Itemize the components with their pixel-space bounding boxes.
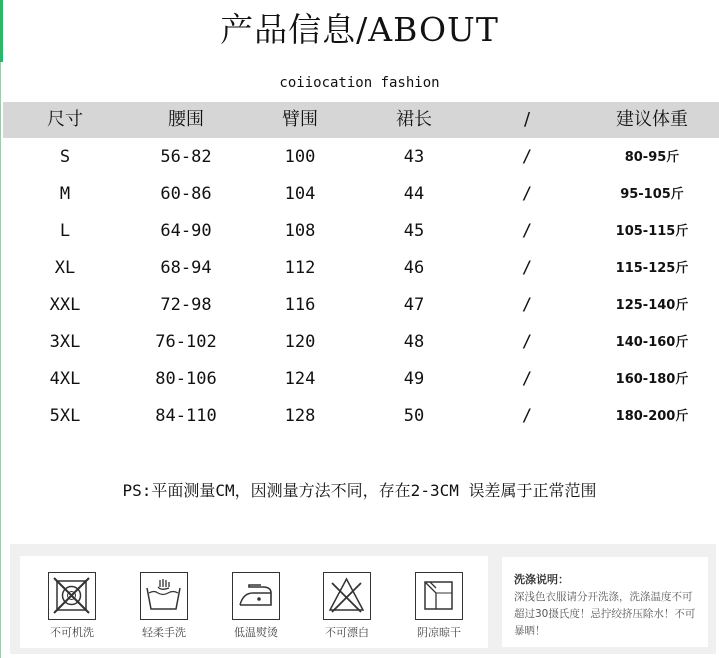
table-cell-length: 43 xyxy=(403,147,425,167)
table-cell-waist: 84-110 xyxy=(155,406,217,426)
table-cell-size: S xyxy=(59,147,71,167)
table-cell-arm: 104 xyxy=(284,184,316,204)
care-label: 不可漂白 xyxy=(325,626,369,639)
care-label: 不可机洗 xyxy=(50,626,94,639)
shade-dry-icon xyxy=(415,572,463,620)
care-item-no-machine-wash xyxy=(42,572,102,640)
care-instructions-body: 深浅色衣服请分开洗涤，洗涤温度不可超过30摄氏度！忌拧绞挤压除水！不可暴晒！ xyxy=(514,591,696,637)
table-cell-length: 46 xyxy=(403,258,425,278)
table-cell-arm: 100 xyxy=(284,147,316,167)
table-cell-waist: 60-86 xyxy=(160,184,212,204)
table-cell-weight: 95-105斤 xyxy=(620,187,684,202)
table-cell-size: L xyxy=(59,221,71,241)
table-cell-slash: / xyxy=(521,258,533,278)
care-item-shade-dry xyxy=(409,572,469,640)
table-cell-arm: 112 xyxy=(284,258,316,278)
care-instructions-title: 洗涤说明： xyxy=(514,573,569,586)
care-label: 轻柔手洗 xyxy=(142,626,186,639)
table-cell-length: 45 xyxy=(403,221,425,241)
care-item-hand-wash xyxy=(134,572,194,640)
table-cell-size: 4XL xyxy=(49,369,81,389)
table-cell-slash: / xyxy=(521,147,533,167)
table-cell-arm: 116 xyxy=(284,295,316,315)
table-cell-waist: 56-82 xyxy=(160,147,212,167)
header-length: 裙长 xyxy=(396,109,432,130)
table-cell-size: XL xyxy=(54,258,76,278)
table-cell-arm: 108 xyxy=(284,221,316,241)
table-cell-length: 44 xyxy=(403,184,425,204)
table-cell-weight: 80-95斤 xyxy=(624,150,680,165)
table-cell-weight: 180-200斤 xyxy=(615,409,689,424)
page-title: 产品信息/ABOUT xyxy=(220,10,499,49)
header-waist: 腰围 xyxy=(168,109,204,130)
no-machine-wash-icon xyxy=(48,572,96,620)
care-instructions xyxy=(502,557,708,647)
low-iron-icon xyxy=(232,572,280,620)
header-arm: 臂围 xyxy=(282,109,318,130)
hand-wash-icon xyxy=(140,572,188,620)
table-cell-weight: 105-115斤 xyxy=(615,224,689,239)
table-cell-arm: 120 xyxy=(284,332,316,352)
care-label: 阴凉晾干 xyxy=(417,626,461,639)
table-cell-arm: 128 xyxy=(284,406,316,426)
table-cell-length: 50 xyxy=(403,406,425,426)
care-label: 低温熨烫 xyxy=(234,626,278,639)
table-cell-slash: / xyxy=(521,369,533,389)
table-cell-waist: 80-106 xyxy=(155,369,217,389)
table-cell-weight: 125-140斤 xyxy=(615,298,689,313)
header-slash: / xyxy=(523,109,531,130)
header-weight: 建议体重 xyxy=(616,109,688,130)
table-cell-weight: 160-180斤 xyxy=(615,372,689,387)
table-cell-weight: 115-125斤 xyxy=(615,261,689,276)
table-cell-slash: / xyxy=(521,221,533,241)
table-cell-waist: 68-94 xyxy=(160,258,212,278)
table-cell-size: M xyxy=(59,184,71,204)
table-cell-slash: / xyxy=(521,332,533,352)
table-cell-size: 3XL xyxy=(49,332,81,352)
table-cell-length: 48 xyxy=(403,332,425,352)
table-cell-slash: / xyxy=(521,295,533,315)
header-size: 尺寸 xyxy=(47,109,83,130)
table-cell-waist: 76-102 xyxy=(155,332,217,352)
brand-subtitle: coiiocation fashion xyxy=(279,75,440,91)
table-cell-length: 49 xyxy=(403,369,425,389)
table-cell-size: XXL xyxy=(49,295,81,315)
table-cell-slash: / xyxy=(521,406,533,426)
table-cell-slash: / xyxy=(521,184,533,204)
table-cell-length: 47 xyxy=(403,295,425,315)
table-cell-arm: 124 xyxy=(284,369,316,389)
left-border-line xyxy=(0,62,1,658)
care-item-low-iron xyxy=(226,572,286,640)
no-bleach-icon xyxy=(323,572,371,620)
care-item-no-bleach xyxy=(317,572,377,640)
table-cell-weight: 140-160斤 xyxy=(615,335,689,350)
measurement-note: PS:平面测量CM，因测量方法不同，存在2-3CM 误差属于正常范围 xyxy=(122,481,597,500)
table-cell-waist: 72-98 xyxy=(160,295,212,315)
table-cell-size: 5XL xyxy=(49,406,81,426)
table-cell-waist: 64-90 xyxy=(160,221,212,241)
